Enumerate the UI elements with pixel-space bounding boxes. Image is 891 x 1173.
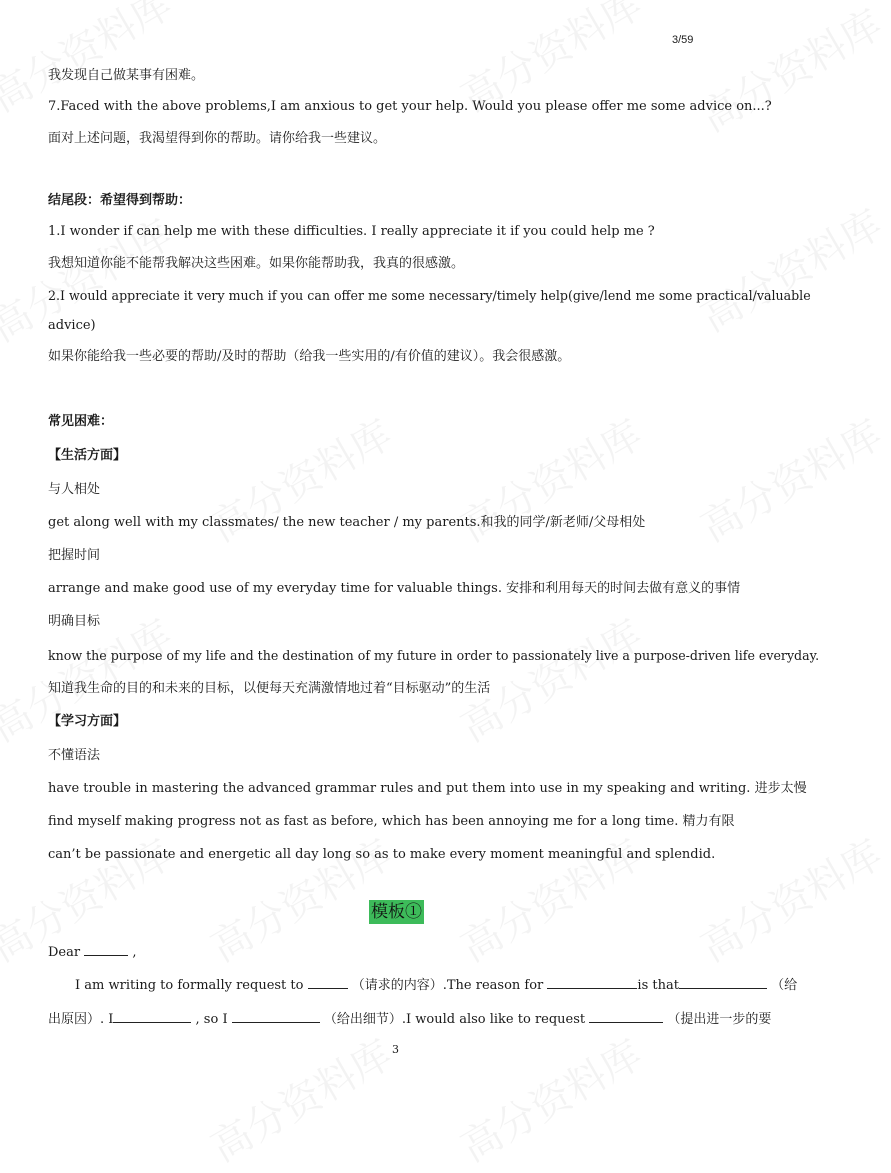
watermark-text: [689, 194, 891, 343]
blank-request: [308, 976, 348, 989]
salutation: [48, 943, 137, 961]
closing-line-4: advice): [48, 318, 96, 333]
watermark-text: [449, 1024, 651, 1173]
life-item-3-cn: 知道我生命的目的和未来的目标，以便每天充满激情地过着“目标驱动”的生活: [48, 681, 491, 696]
blank-recipient: [84, 943, 128, 956]
life-item-2-text: arrange and make good use of my everyday time for valuable things. 安排和利用每天的时间去做有意义的事情: [48, 581, 741, 596]
study-item-1-label: 不懂语法: [48, 748, 101, 763]
life-section-title: 【生活方面】: [48, 448, 127, 463]
p1-part-d: （给: [771, 978, 798, 993]
blank-detail-2: [232, 1010, 320, 1023]
life-item-1-text: get along well with my classmates/ the new teacher / my parents.和我的同学/新老师/父母相处: [48, 515, 646, 530]
watermark-text: [199, 1024, 401, 1173]
life-item-1-label: 与人相处: [48, 482, 101, 497]
watermark-text: [689, 824, 891, 973]
difficulties-title: 常见困难：: [48, 414, 114, 429]
intro-line-2: 7.Faced with the above problems,I am anxious to get your help. Would you please offer me some advice on...?: [48, 99, 772, 114]
closing-line-1: 1.I wonder if can help me with these difficulties. I really appreciate it if you could help me ?: [48, 224, 655, 239]
salutation-dear: Dear: [48, 945, 81, 960]
study-item-3-text: can’t be passionate and energetic all day long so as to make every moment meaningful and splendid.: [48, 847, 716, 862]
closing-line-5: 如果你能给我一些必要的帮助/及时的帮助（给我一些实用的/有价值的建议）。我会很感激。: [48, 349, 571, 364]
study-section-title: 【学习方面】: [48, 714, 127, 729]
study-item-2-text: find myself making progress not as fast as before, which has been annoying me for a long time. 精力有限: [48, 814, 735, 829]
p2-part-d: （提出进一步的要: [667, 1012, 772, 1027]
blank-further-request: [589, 1010, 663, 1023]
study-item-1-text: have trouble in mastering the advanced grammar rules and put them into use in my speaking and writing. 进步太慢: [48, 781, 807, 796]
template-paragraph-line-1: [75, 976, 797, 994]
closing-line-2: 我想知道你能不能帮我解决这些困难。如果你能帮助我，我真的很感激。: [48, 256, 465, 271]
watermark-text: [689, 404, 891, 553]
intro-line-1: 我发现自己做某事有困难。: [48, 68, 205, 83]
intro-line-3: 面对上述问题，我渴望得到你的帮助。请你给我一些建议。: [48, 131, 387, 146]
template-paragraph-line-2: [48, 1010, 771, 1028]
blank-detail-1: [113, 1010, 191, 1023]
p1-part-a: I am writing to formally request to: [75, 978, 304, 993]
salutation-comma: ,: [132, 945, 137, 960]
closing-title: 结尾段：希望得到帮助：: [48, 193, 192, 208]
blank-cause: [679, 976, 767, 989]
page-indicator: 3/59: [672, 34, 694, 46]
p1-part-b: （请求的内容）.The reason for: [351, 978, 544, 993]
p2-part-a: 出原因）. I: [48, 1012, 114, 1027]
watermark-text: [689, 0, 891, 143]
blank-reason: [547, 976, 637, 989]
watermark-text: [449, 604, 651, 753]
life-item-3-text: know the purpose of my life and the destination of my future in order to passionately live a purpose-driven life everyday.: [48, 648, 820, 663]
closing-line-3: 2.I would appreciate it very much if you can offer me some necessary/timely help(give/lend me some practical/valuable: [48, 288, 811, 303]
page-number: 3: [392, 1043, 399, 1056]
life-item-3-label: 明确目标: [48, 614, 101, 629]
p1-part-c: is that: [637, 978, 679, 993]
template-heading: 模板①: [371, 902, 422, 922]
life-item-2-label: 把握时间: [48, 548, 101, 563]
p2-part-b: , so I: [195, 1012, 228, 1027]
p2-part-c: （给出细节）.I would also like to request: [323, 1012, 586, 1027]
